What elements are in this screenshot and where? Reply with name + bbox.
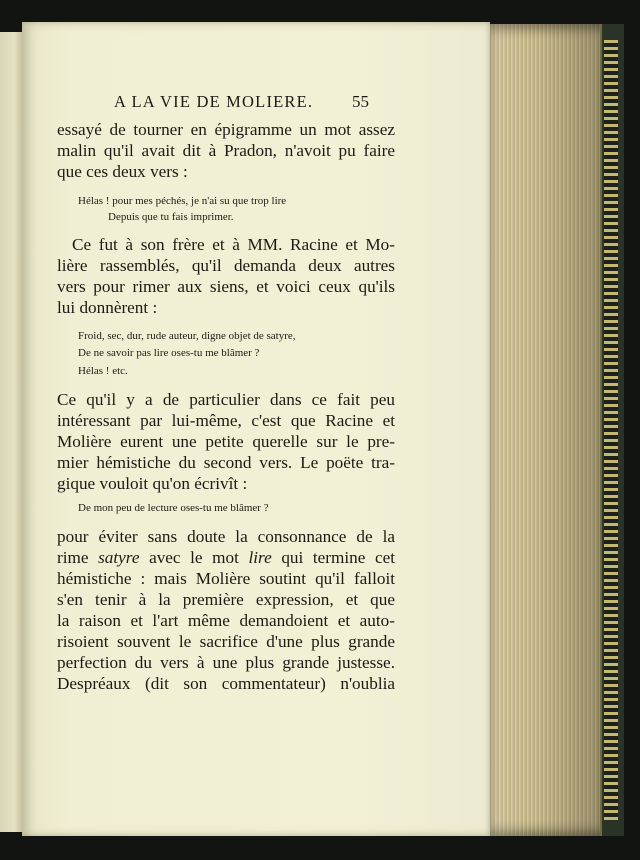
verse-line: De mon peu de lecture oses-tu me blâmer ? [78, 502, 269, 514]
verse-line: Hélas ! pour mes péchés, je n'ai su que trop lire [78, 195, 287, 207]
text-line: intéressant par lui-même, c'est que Racine et [57, 411, 395, 430]
italic-word: lire [248, 548, 272, 567]
text-line: pour éviter sans doute la consonnance de la [57, 527, 395, 546]
text-span: avec le mot [139, 548, 249, 567]
text-line: que ces deux vers : [57, 162, 188, 181]
text-line: la raison et l'art même demandoient et auto- [57, 611, 395, 630]
text-line: vers pour rimer aux siens, et voici ceux qu'ils [57, 277, 395, 296]
text-line: lière rassemblés, qu'il demanda deux autres [57, 256, 395, 275]
text-span: qui termine cet [271, 548, 395, 567]
page-text [22, 22, 490, 836]
cover-decorative-border [604, 40, 618, 820]
text-line: Ce qu'il y a de particulier dans ce fait peu [57, 390, 395, 409]
verse-line: Depuis que tu fais imprimer. [108, 211, 234, 223]
text-line: s'en tenir à la première expression, et que [57, 590, 395, 609]
verse-line: Hélas ! etc. [78, 365, 128, 377]
text-line: Molière eurent une petite querelle sur le pre- [57, 432, 395, 451]
verse-line: Froid, sec, dur, rude auteur, digne objet de satyre, [78, 330, 296, 342]
text-span: rime [57, 548, 99, 567]
text-line: mier hémistiche du second vers. Le poëte tra- [57, 453, 395, 472]
book-page [22, 22, 490, 836]
text-line-with-italics [57, 547, 395, 568]
page-number: 55 [352, 92, 369, 111]
running-title: A LA VIE DE MOLIERE. [114, 92, 314, 111]
text-line: perfection du vers à une plus grande justesse. [57, 653, 395, 672]
text-line: essayé de tourner en épigramme un mot assez [57, 120, 395, 139]
verse-line: De ne savoir pas lire oses-tu me blâmer ? [78, 347, 260, 359]
text-line: Despréaux (dit son commentateur) n'oublia [57, 674, 395, 693]
text-line: gique vouloit qu'on écrivît : [57, 474, 248, 493]
book-fore-edge [488, 24, 606, 836]
italic-word: satyre [98, 548, 140, 567]
text-line: lui donnèrent : [57, 298, 158, 317]
text-line: Ce fut à son frère et à MM. Racine et Mo- [72, 235, 395, 254]
text-line: malin qu'il avait dit à Pradon, n'avoit pu faire [57, 141, 395, 160]
text-line: hémistiche : mais Molière soutint qu'il falloit [57, 569, 395, 588]
text-line: risoient souvent le sacrifice d'une plus grande [57, 632, 395, 651]
